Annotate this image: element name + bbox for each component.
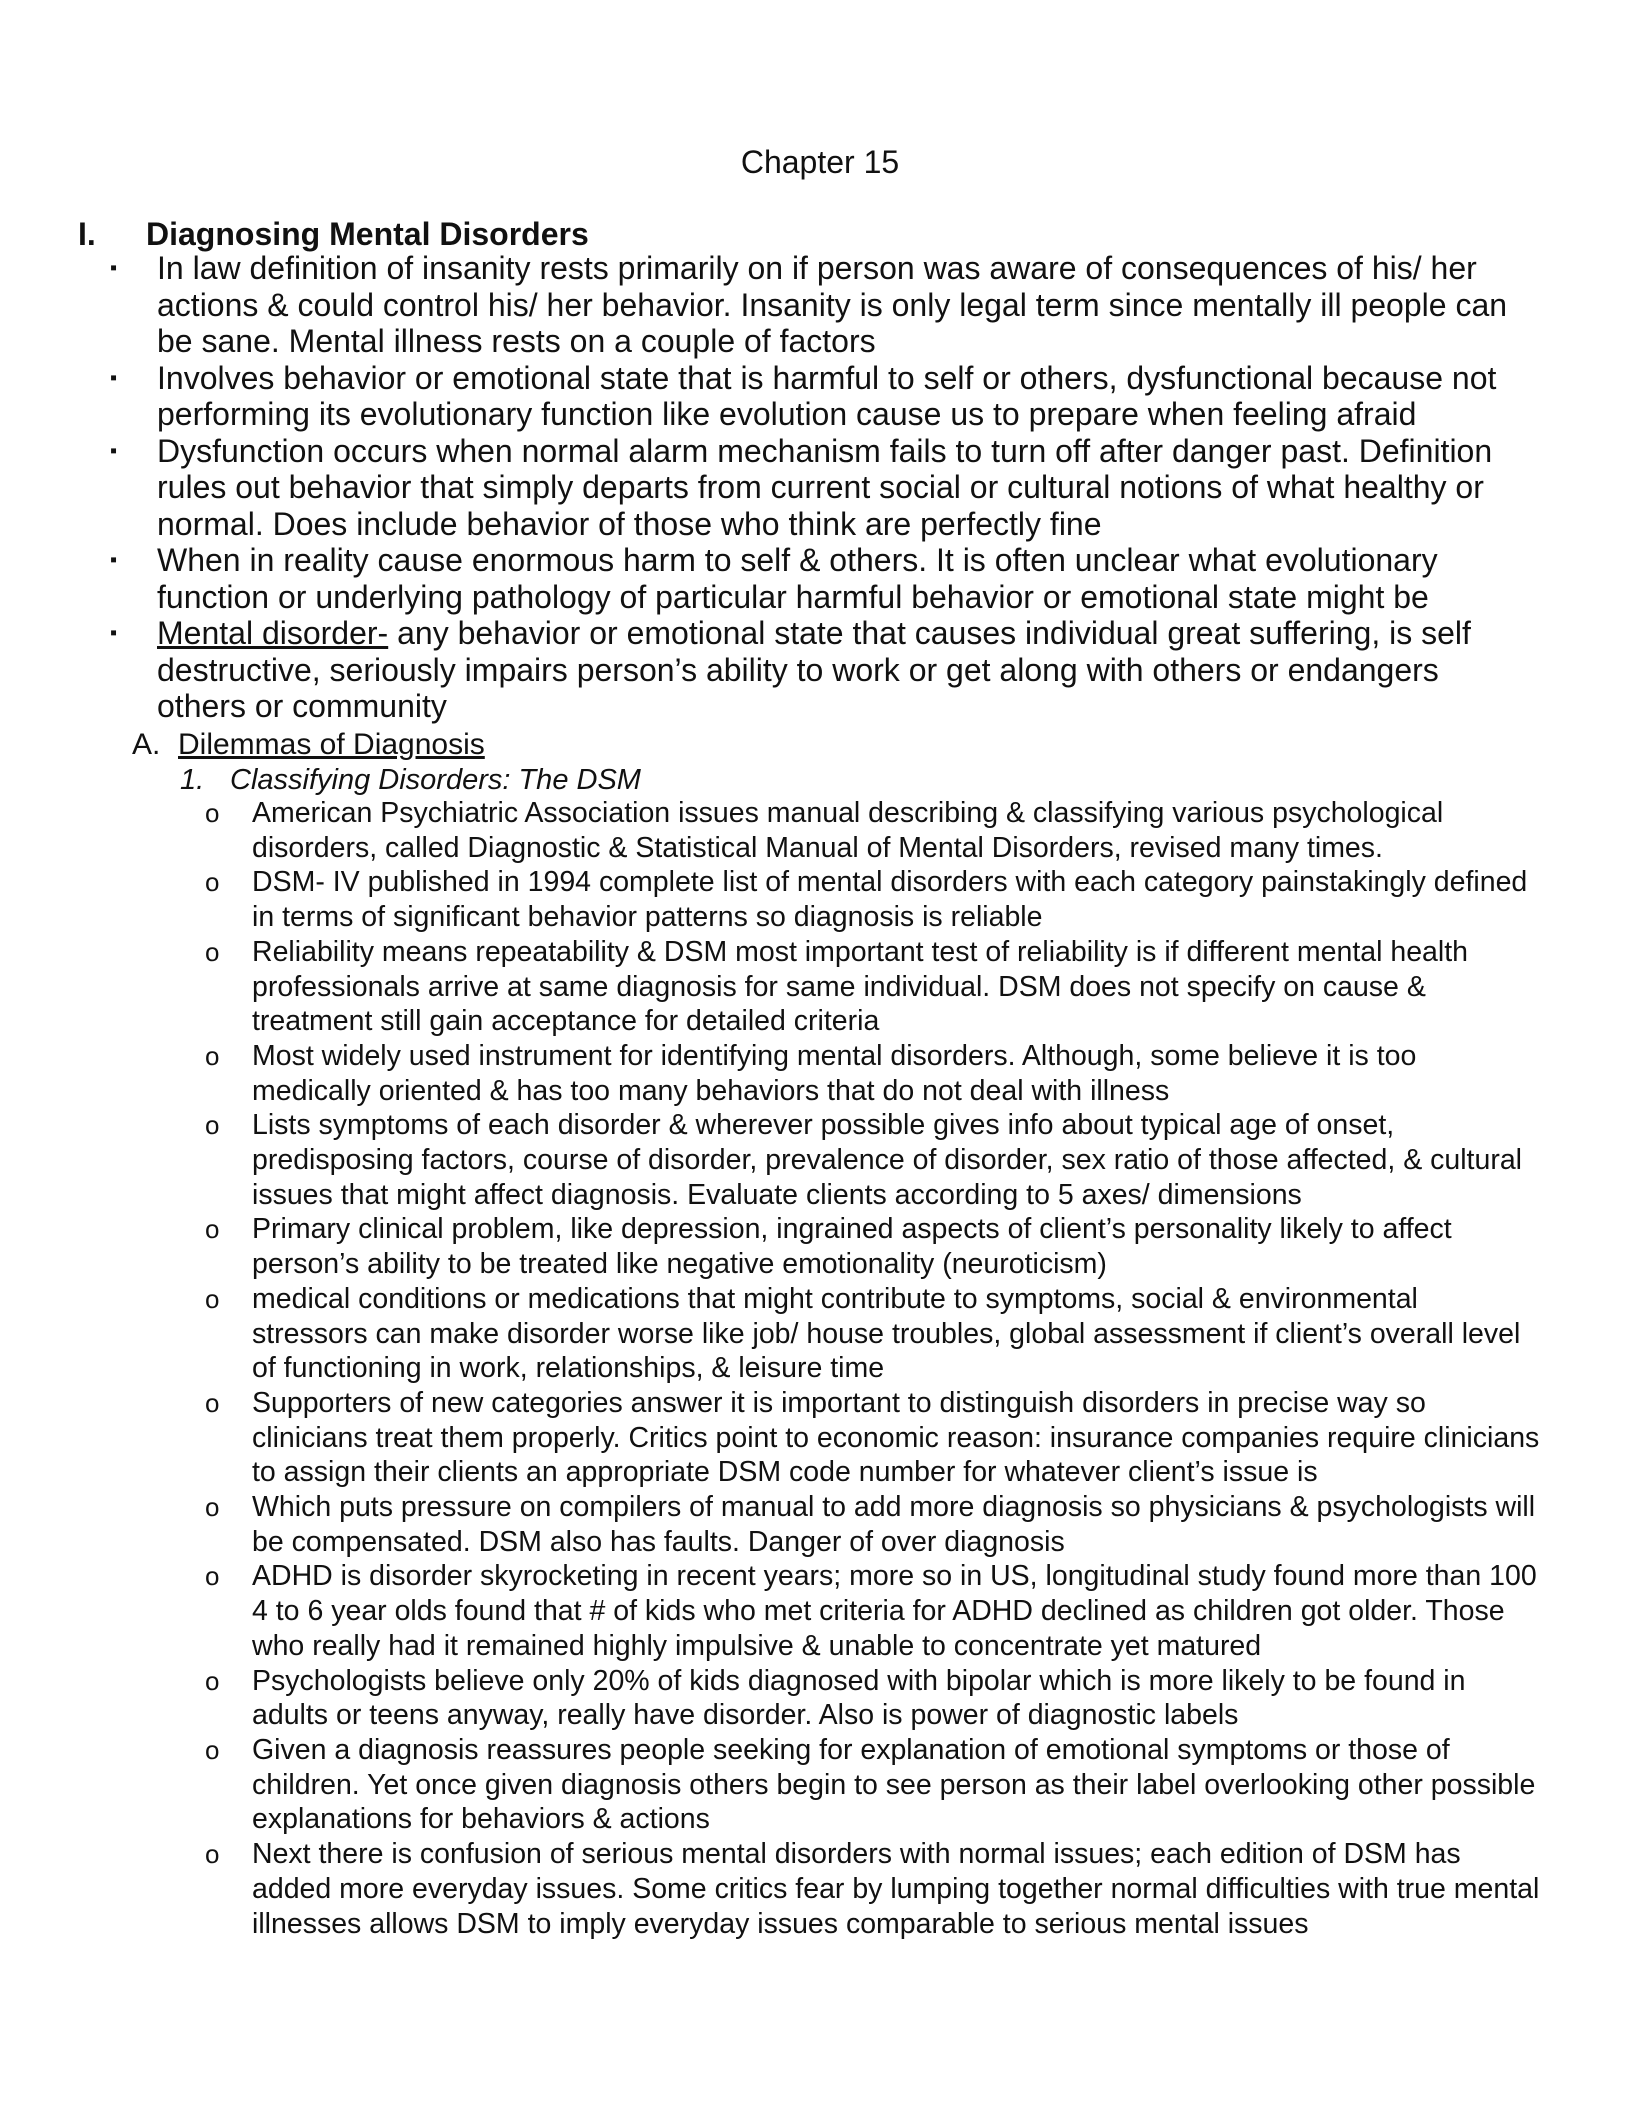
list-item	[110, 542, 1530, 615]
bullet-text: Which puts pressure on compilers of manual to add more diagnosis so physicians & psychologists will be compensated. DSM also has faults. Danger of over diagnosis	[252, 1491, 1536, 1558]
list-item	[200, 1664, 1540, 1733]
subsection-title: Dilemmas of Diagnosis	[178, 728, 485, 761]
list-item	[200, 865, 1540, 934]
circle-bullet-icon: o	[205, 798, 220, 828]
bullet-text: Reliability means repeatability & DSM most important test of reliability is if different mental health professionals arrive at same diagnosis for same individual. DSM does not specify on cause & treatment still gain acceptance for detailed criteria	[252, 935, 1468, 1038]
list-item	[200, 1108, 1540, 1212]
circle-bullet-icon: o	[205, 1110, 220, 1141]
circle-bullet-icon: o	[205, 936, 220, 967]
circle-bullet-icon: o	[205, 1387, 220, 1418]
square-bullet-icon: ▪	[110, 549, 118, 571]
section-numeral: I.	[78, 216, 96, 252]
circle-bullet-icon: o	[205, 1040, 220, 1071]
section-heading	[78, 214, 589, 254]
list-item	[110, 250, 1530, 360]
square-bullet-icon: ▪	[110, 622, 118, 644]
square-bullet-icon: ▪	[110, 366, 118, 389]
circle-bullet-icon: o	[205, 1561, 220, 1592]
bullet-text: Most widely used instrument for identifying mental disorders. Although, some believe it is too medically oriented & has too many behaviors that do not deal with illness	[252, 1039, 1417, 1107]
list-item	[200, 1282, 1540, 1386]
bullet-text: In law definition of insanity rests primarily on if person was aware of consequences of his/ her actions & could control his/ her behavior. Insanity is only legal term since mentally ill people can be sane. Mental illness rests on a couple of factors	[157, 250, 1508, 359]
subsection-heading	[132, 728, 485, 762]
list-item	[200, 1039, 1540, 1108]
circle-bullet-icon: o	[205, 1492, 220, 1523]
circle-bullet-icon: o	[205, 867, 220, 898]
bullet-text: Dysfunction occurs when normal alarm mechanism fails to turn off after danger past. Definition rules out behavior that simply departs from current social or cultural notions of what healthy or normal. Does include behavior of those who think are perfectly fine	[157, 432, 1493, 542]
bullet-text: Supporters of new categories answer it is important to distinguish disorders in precise way so clinicians treat them properly. Critics point to economic reason: insurance companies require clinicians to assign their clients an appropriate DSM code number for whatever client’s issue is	[252, 1386, 1540, 1489]
bullet-text: any behavior or emotional state that causes individual great suffering, is self destructive, seriously impairs person’s ability to work or get along with others or endangers others or community	[157, 615, 1471, 724]
bullet-text: DSM- IV published in 1994 complete list of mental disorders with each category painstakingly defined in terms of significant behavior patterns so diagnosis is reliable	[252, 866, 1528, 934]
bullet-text: Next there is confusion of serious mental disorders with normal issues; each edition of DSM has added more everyday issues. Some critics fear by lumping together normal difficulties with true mental illnesses allows DSM to imply everyday issues comparable to serious mental issues	[252, 1838, 1540, 1940]
list-item	[200, 1386, 1540, 1490]
chapter-title: Chapter 15	[740, 144, 900, 180]
circle-bullet-icon: o	[205, 1734, 220, 1765]
list-item	[200, 1837, 1540, 1941]
list-item	[200, 1733, 1540, 1837]
subsection-letter: A.	[132, 728, 161, 761]
list-item	[110, 615, 1530, 725]
topic-bullet-list	[200, 796, 1540, 1941]
list-item	[200, 796, 1540, 865]
square-bullet-icon: ▪	[110, 257, 118, 279]
topic-number: 1.	[180, 764, 205, 796]
list-item	[200, 1212, 1540, 1281]
topic-title: Classifying Disorders: The DSM	[230, 764, 641, 796]
bullet-text: Lists symptoms of each disorder & wherever possible gives info about typical age of onset, predisposing factors, course of disorder, prevalence of disorder, sex ratio of those affected, & cultural issues that might affect diagnosis. Evaluate clients according to 5 axes/ dimensions	[252, 1109, 1523, 1211]
bullet-text: Given a diagnosis reassures people seeking for explanation of emotional symptoms or those of children. Yet once given diagnosis others begin to see person as their label overlooking other possible explanations for behaviors & actions	[252, 1733, 1536, 1836]
list-item	[200, 935, 1540, 1039]
circle-bullet-icon: o	[205, 1283, 220, 1314]
list-item	[110, 360, 1530, 433]
section-title: Diagnosing Mental Disorders	[146, 216, 589, 252]
list-item	[110, 433, 1530, 543]
bullet-text: Involves behavior or emotional state that is harmful to self or others, dysfunctional because not performing its evolutionary function like evolution cause us to prepare when feeling afraid	[157, 359, 1497, 432]
bullet-text: Primary clinical problem, like depression, ingrained aspects of client’s personality likely to affect person’s ability to be treated like negative emotionality (neuroticism)	[252, 1213, 1452, 1281]
list-item	[200, 1559, 1540, 1663]
bullet-text: When in reality cause enormous harm to self & others. It is often unclear what evolutionary function or underlying pathology of particular harmful behavior or emotional state might be	[157, 542, 1438, 615]
bullet-text: Psychologists believe only 20% of kids diagnosed with bipolar which is more likely to be found in adults or teens anyway, really have disorder. Also is power of diagnostic labels	[252, 1664, 1466, 1732]
list-item	[200, 1490, 1540, 1559]
circle-bullet-icon: o	[205, 1665, 220, 1696]
bullet-text: American Psychiatric Association issues manual describing & classifying various psychological disorders, called Diagnostic & Statistical Manual of Mental Disorders, revised many times.	[252, 797, 1444, 864]
circle-bullet-icon: o	[205, 1839, 220, 1870]
section-bullet-list	[110, 250, 1530, 725]
bullet-text: ADHD is disorder skyrocketing in recent years; more so in US, longitudinal study found more than 100 4 to 6 year olds found that # of kids who met criteria for ADHD declined as children got older. Those who really had it remained highly impulsive & unable to concentrate yet matured	[252, 1560, 1537, 1662]
bullet-text: medical conditions or medications that might contribute to symptoms, social & environmental stressors can make disorder worse like job/ house troubles, global assessment if client’s overall level of functioning in work, relationships, & leisure time	[252, 1282, 1521, 1385]
square-bullet-icon: ▪	[110, 439, 118, 462]
topic-heading	[180, 763, 641, 797]
circle-bullet-icon: o	[205, 1214, 220, 1245]
term-mental-disorder: Mental disorder-	[157, 615, 389, 651]
